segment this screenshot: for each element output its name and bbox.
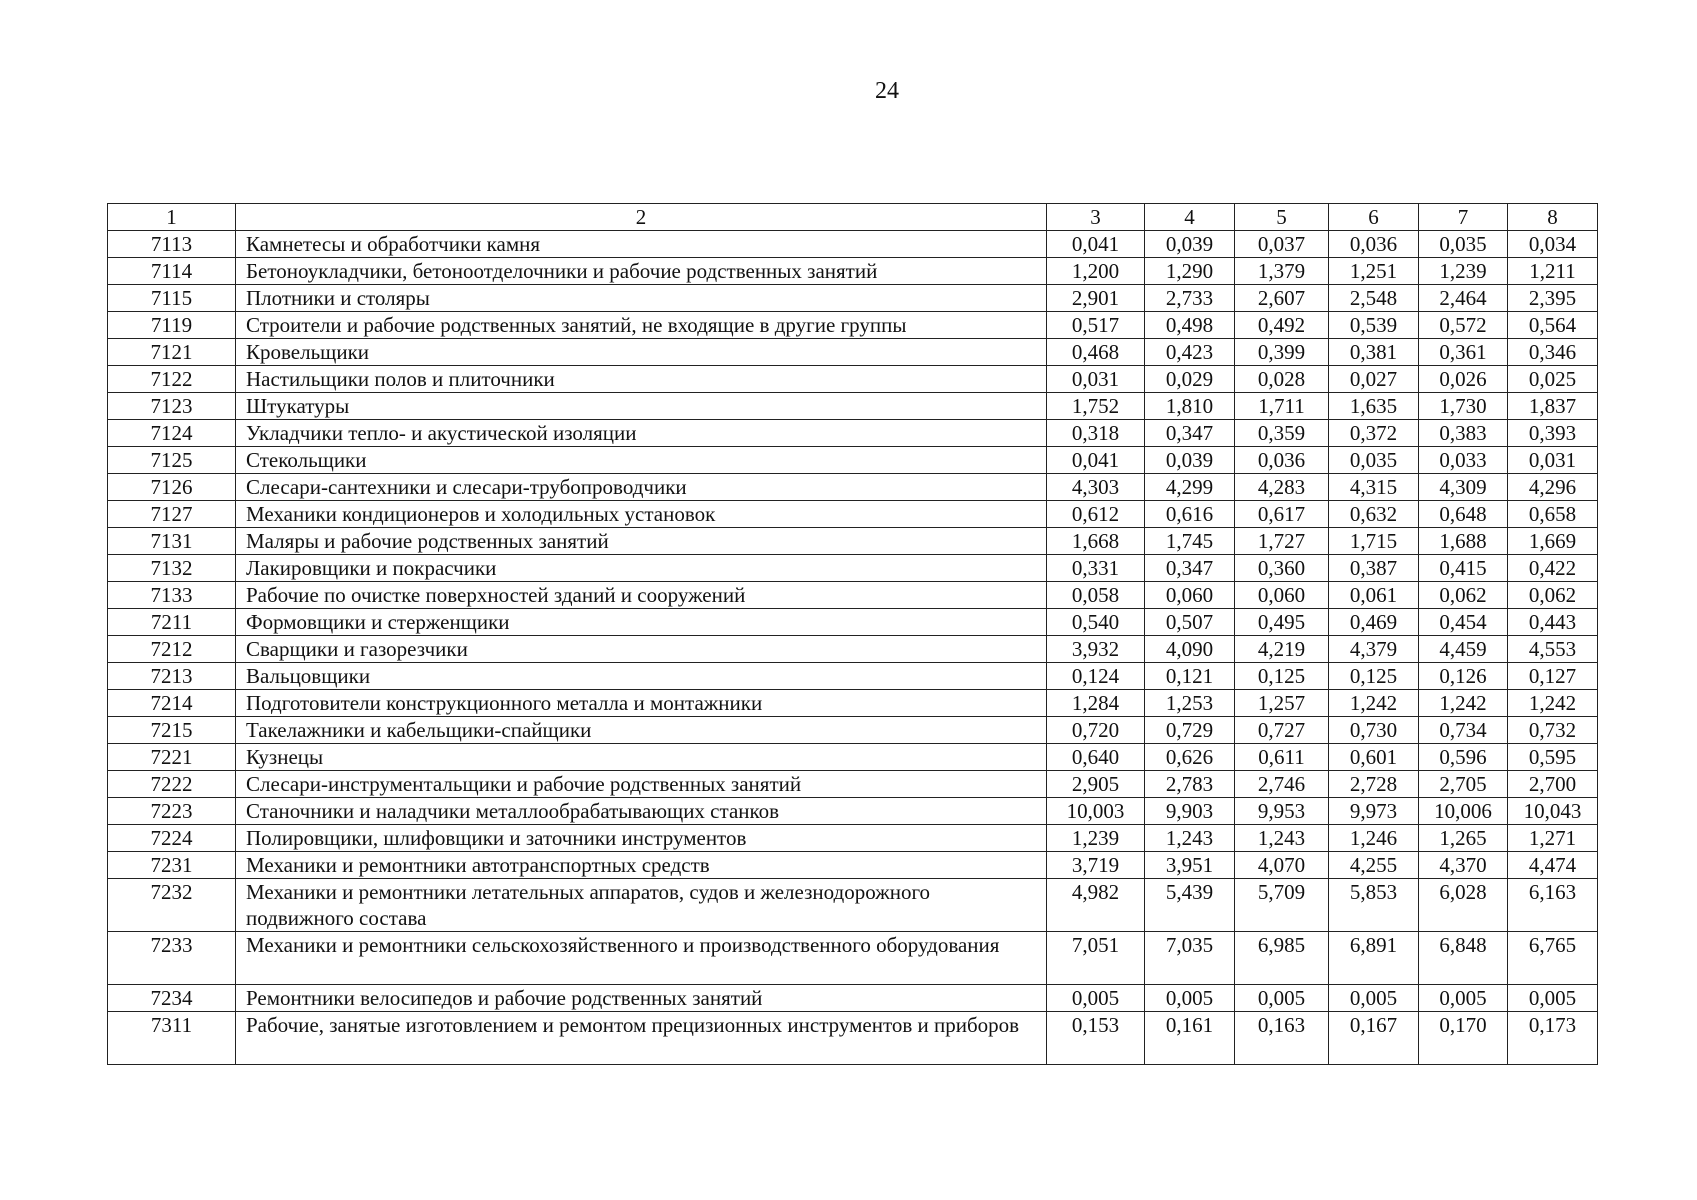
value-cell: 1,810 bbox=[1145, 393, 1235, 420]
table-row bbox=[108, 420, 1598, 447]
value-cell: 10,003 bbox=[1047, 798, 1145, 825]
occupation-name: Механики и ремонтники автотранспортных средств bbox=[236, 852, 1047, 879]
value-cell: 0,035 bbox=[1329, 447, 1419, 474]
value-cell: 0,005 bbox=[1047, 985, 1145, 1012]
column-header: 2 bbox=[236, 204, 1047, 231]
table-row bbox=[108, 285, 1598, 312]
value-cell: 0,616 bbox=[1145, 501, 1235, 528]
value-cell: 6,891 bbox=[1329, 932, 1419, 985]
value-cell: 0,387 bbox=[1329, 555, 1419, 582]
occupation-code: 7224 bbox=[108, 825, 236, 852]
value-cell: 1,257 bbox=[1235, 690, 1329, 717]
value-cell: 1,242 bbox=[1508, 690, 1598, 717]
value-cell: 1,635 bbox=[1329, 393, 1419, 420]
value-cell: 4,459 bbox=[1419, 636, 1508, 663]
column-header: 4 bbox=[1145, 204, 1235, 231]
table-row bbox=[108, 852, 1598, 879]
table-row bbox=[108, 474, 1598, 501]
value-cell: 0,125 bbox=[1235, 663, 1329, 690]
value-cell: 9,903 bbox=[1145, 798, 1235, 825]
occupation-code: 7114 bbox=[108, 258, 236, 285]
column-header: 1 bbox=[108, 204, 236, 231]
value-cell: 1,284 bbox=[1047, 690, 1145, 717]
page-number: 24 bbox=[875, 78, 899, 104]
value-cell: 0,005 bbox=[1235, 985, 1329, 1012]
value-cell: 0,121 bbox=[1145, 663, 1235, 690]
value-cell: 2,700 bbox=[1508, 771, 1598, 798]
value-cell: 0,346 bbox=[1508, 339, 1598, 366]
value-cell: 4,090 bbox=[1145, 636, 1235, 663]
occupation-name: Такелажники и кабельщики-спайщики bbox=[236, 717, 1047, 744]
value-cell: 0,005 bbox=[1329, 985, 1419, 1012]
value-cell: 2,705 bbox=[1419, 771, 1508, 798]
value-cell: 0,163 bbox=[1235, 1012, 1329, 1065]
value-cell: 2,905 bbox=[1047, 771, 1145, 798]
value-cell: 0,360 bbox=[1235, 555, 1329, 582]
value-cell: 4,296 bbox=[1508, 474, 1598, 501]
value-cell: 0,005 bbox=[1419, 985, 1508, 1012]
table-row bbox=[108, 798, 1598, 825]
value-cell: 0,026 bbox=[1419, 366, 1508, 393]
value-cell: 0,036 bbox=[1329, 231, 1419, 258]
occupation-name: Кровельщики bbox=[236, 339, 1047, 366]
value-cell: 0,125 bbox=[1329, 663, 1419, 690]
value-cell: 2,901 bbox=[1047, 285, 1145, 312]
occupation-name: Плотники и столяры bbox=[236, 285, 1047, 312]
occupation-code: 7211 bbox=[108, 609, 236, 636]
occupation-code: 7123 bbox=[108, 393, 236, 420]
value-cell: 2,783 bbox=[1145, 771, 1235, 798]
occupation-code: 7122 bbox=[108, 366, 236, 393]
occupation-code: 7213 bbox=[108, 663, 236, 690]
value-cell: 5,709 bbox=[1235, 879, 1329, 932]
value-cell: 0,372 bbox=[1329, 420, 1419, 447]
value-cell: 0,415 bbox=[1419, 555, 1508, 582]
occupation-code: 7222 bbox=[108, 771, 236, 798]
value-cell: 0,034 bbox=[1508, 231, 1598, 258]
value-cell: 0,596 bbox=[1419, 744, 1508, 771]
occupation-code: 7124 bbox=[108, 420, 236, 447]
table-row bbox=[108, 366, 1598, 393]
occupation-code: 7119 bbox=[108, 312, 236, 339]
value-cell: 0,720 bbox=[1047, 717, 1145, 744]
value-cell: 4,303 bbox=[1047, 474, 1145, 501]
table-row bbox=[108, 231, 1598, 258]
value-cell: 0,730 bbox=[1329, 717, 1419, 744]
value-cell: 0,498 bbox=[1145, 312, 1235, 339]
occupation-code: 7133 bbox=[108, 582, 236, 609]
value-cell: 0,658 bbox=[1508, 501, 1598, 528]
value-cell: 5,439 bbox=[1145, 879, 1235, 932]
value-cell: 1,290 bbox=[1145, 258, 1235, 285]
value-cell: 4,982 bbox=[1047, 879, 1145, 932]
value-cell: 1,239 bbox=[1047, 825, 1145, 852]
value-cell: 1,200 bbox=[1047, 258, 1145, 285]
occupation-code: 7115 bbox=[108, 285, 236, 312]
value-cell: 0,507 bbox=[1145, 609, 1235, 636]
value-cell: 2,746 bbox=[1235, 771, 1329, 798]
value-cell: 0,027 bbox=[1329, 366, 1419, 393]
value-cell: 4,299 bbox=[1145, 474, 1235, 501]
occupation-name: Вальцовщики bbox=[236, 663, 1047, 690]
value-cell: 1,730 bbox=[1419, 393, 1508, 420]
table-row bbox=[108, 932, 1598, 985]
value-cell: 0,061 bbox=[1329, 582, 1419, 609]
occupation-name: Укладчики тепло- и акустической изоляции bbox=[236, 420, 1047, 447]
value-cell: 0,495 bbox=[1235, 609, 1329, 636]
value-cell: 4,255 bbox=[1329, 852, 1419, 879]
value-cell: 0,617 bbox=[1235, 501, 1329, 528]
value-cell: 0,331 bbox=[1047, 555, 1145, 582]
value-cell: 0,167 bbox=[1329, 1012, 1419, 1065]
value-cell: 0,734 bbox=[1419, 717, 1508, 744]
occupation-code: 7223 bbox=[108, 798, 236, 825]
table-row bbox=[108, 636, 1598, 663]
value-cell: 0,127 bbox=[1508, 663, 1598, 690]
value-cell: 6,163 bbox=[1508, 879, 1598, 932]
table-row bbox=[108, 393, 1598, 420]
value-cell: 0,729 bbox=[1145, 717, 1235, 744]
value-cell: 0,517 bbox=[1047, 312, 1145, 339]
occupation-name: Формовщики и стерженщики bbox=[236, 609, 1047, 636]
value-cell: 0,381 bbox=[1329, 339, 1419, 366]
value-cell: 5,853 bbox=[1329, 879, 1419, 932]
value-cell: 9,953 bbox=[1235, 798, 1329, 825]
table-header-row bbox=[108, 204, 1598, 231]
occupation-code: 7232 bbox=[108, 879, 236, 932]
table-row bbox=[108, 555, 1598, 582]
value-cell: 0,062 bbox=[1419, 582, 1508, 609]
table-row bbox=[108, 879, 1598, 932]
occupation-code: 7214 bbox=[108, 690, 236, 717]
occupation-name: Лакировщики и покрасчики bbox=[236, 555, 1047, 582]
value-cell: 2,728 bbox=[1329, 771, 1419, 798]
occupation-code: 7113 bbox=[108, 231, 236, 258]
value-cell: 10,043 bbox=[1508, 798, 1598, 825]
occupation-name: Слесари-сантехники и слесари-трубопроводчики bbox=[236, 474, 1047, 501]
value-cell: 9,973 bbox=[1329, 798, 1419, 825]
value-cell: 0,383 bbox=[1419, 420, 1508, 447]
value-cell: 0,318 bbox=[1047, 420, 1145, 447]
occupation-table bbox=[107, 203, 1598, 1065]
occupation-name: Строители и рабочие родственных занятий, не входящие в другие группы bbox=[236, 312, 1047, 339]
value-cell: 0,572 bbox=[1419, 312, 1508, 339]
value-cell: 4,219 bbox=[1235, 636, 1329, 663]
table-row bbox=[108, 339, 1598, 366]
value-cell: 0,454 bbox=[1419, 609, 1508, 636]
value-cell: 0,041 bbox=[1047, 447, 1145, 474]
column-header: 5 bbox=[1235, 204, 1329, 231]
value-cell: 0,036 bbox=[1235, 447, 1329, 474]
value-cell: 0,632 bbox=[1329, 501, 1419, 528]
occupation-code: 7234 bbox=[108, 985, 236, 1012]
value-cell: 0,423 bbox=[1145, 339, 1235, 366]
table-row bbox=[108, 690, 1598, 717]
occupation-code: 7215 bbox=[108, 717, 236, 744]
table-row bbox=[108, 312, 1598, 339]
occupation-name: Рабочие, занятые изготовлением и ремонтом прецизионных инструментов и приборов bbox=[236, 1012, 1047, 1065]
occupation-name: Механики и ремонтники летательных аппаратов, судов и железнодорожного подвижного состава bbox=[236, 879, 1047, 932]
occupation-name: Кузнецы bbox=[236, 744, 1047, 771]
value-cell: 2,607 bbox=[1235, 285, 1329, 312]
value-cell: 1,243 bbox=[1235, 825, 1329, 852]
occupation-name: Штукатуры bbox=[236, 393, 1047, 420]
value-cell: 0,170 bbox=[1419, 1012, 1508, 1065]
table-row bbox=[108, 1012, 1598, 1065]
value-cell: 0,124 bbox=[1047, 663, 1145, 690]
occupation-name: Камнетесы и обработчики камня bbox=[236, 231, 1047, 258]
occupation-name: Слесари-инструментальщики и рабочие родственных занятий bbox=[236, 771, 1047, 798]
value-cell: 1,745 bbox=[1145, 528, 1235, 555]
value-cell: 0,601 bbox=[1329, 744, 1419, 771]
value-cell: 0,468 bbox=[1047, 339, 1145, 366]
value-cell: 1,239 bbox=[1419, 258, 1508, 285]
occupation-name: Механики и ремонтники сельскохозяйственного и производственного оборудования bbox=[236, 932, 1047, 985]
value-cell: 0,595 bbox=[1508, 744, 1598, 771]
value-cell: 6,848 bbox=[1419, 932, 1508, 985]
occupation-code: 7311 bbox=[108, 1012, 236, 1065]
table-row bbox=[108, 501, 1598, 528]
value-cell: 0,564 bbox=[1508, 312, 1598, 339]
value-cell: 2,464 bbox=[1419, 285, 1508, 312]
value-cell: 3,719 bbox=[1047, 852, 1145, 879]
value-cell: 4,474 bbox=[1508, 852, 1598, 879]
value-cell: 0,540 bbox=[1047, 609, 1145, 636]
value-cell: 0,732 bbox=[1508, 717, 1598, 744]
table-row bbox=[108, 447, 1598, 474]
occupation-name: Подготовители конструкционного металла и монтажники bbox=[236, 690, 1047, 717]
value-cell: 0,060 bbox=[1235, 582, 1329, 609]
value-cell: 0,359 bbox=[1235, 420, 1329, 447]
occupation-code: 7212 bbox=[108, 636, 236, 663]
value-cell: 0,033 bbox=[1419, 447, 1508, 474]
value-cell: 1,688 bbox=[1419, 528, 1508, 555]
value-cell: 0,041 bbox=[1047, 231, 1145, 258]
value-cell: 1,837 bbox=[1508, 393, 1598, 420]
value-cell: 6,765 bbox=[1508, 932, 1598, 985]
value-cell: 0,347 bbox=[1145, 420, 1235, 447]
value-cell: 0,062 bbox=[1508, 582, 1598, 609]
value-cell: 3,932 bbox=[1047, 636, 1145, 663]
table-row bbox=[108, 744, 1598, 771]
value-cell: 0,347 bbox=[1145, 555, 1235, 582]
value-cell: 2,395 bbox=[1508, 285, 1598, 312]
value-cell: 1,711 bbox=[1235, 393, 1329, 420]
value-cell: 1,752 bbox=[1047, 393, 1145, 420]
value-cell: 4,283 bbox=[1235, 474, 1329, 501]
occupation-code: 7221 bbox=[108, 744, 236, 771]
value-cell: 6,028 bbox=[1419, 879, 1508, 932]
column-header: 7 bbox=[1419, 204, 1508, 231]
value-cell: 0,727 bbox=[1235, 717, 1329, 744]
value-cell: 0,058 bbox=[1047, 582, 1145, 609]
value-cell: 0,161 bbox=[1145, 1012, 1235, 1065]
table-row bbox=[108, 528, 1598, 555]
value-cell: 1,715 bbox=[1329, 528, 1419, 555]
value-cell: 3,951 bbox=[1145, 852, 1235, 879]
value-cell: 0,648 bbox=[1419, 501, 1508, 528]
value-cell: 0,361 bbox=[1419, 339, 1508, 366]
occupation-name: Полировщики, шлифовщики и заточники инструментов bbox=[236, 825, 1047, 852]
occupation-code: 7125 bbox=[108, 447, 236, 474]
value-cell: 0,060 bbox=[1145, 582, 1235, 609]
value-cell: 4,070 bbox=[1235, 852, 1329, 879]
table-row bbox=[108, 717, 1598, 744]
value-cell: 1,668 bbox=[1047, 528, 1145, 555]
occupation-name: Сварщики и газорезчики bbox=[236, 636, 1047, 663]
value-cell: 4,309 bbox=[1419, 474, 1508, 501]
table-row bbox=[108, 663, 1598, 690]
occupation-name: Бетоноукладчики, бетоноотделочники и рабочие родственных занятий bbox=[236, 258, 1047, 285]
value-cell: 0,626 bbox=[1145, 744, 1235, 771]
value-cell: 0,399 bbox=[1235, 339, 1329, 366]
table-row bbox=[108, 771, 1598, 798]
occupation-code: 7127 bbox=[108, 501, 236, 528]
value-cell: 10,006 bbox=[1419, 798, 1508, 825]
value-cell: 1,379 bbox=[1235, 258, 1329, 285]
table-row bbox=[108, 985, 1598, 1012]
column-header: 3 bbox=[1047, 204, 1145, 231]
value-cell: 0,422 bbox=[1508, 555, 1598, 582]
value-cell: 0,443 bbox=[1508, 609, 1598, 636]
occupation-code: 7132 bbox=[108, 555, 236, 582]
value-cell: 0,037 bbox=[1235, 231, 1329, 258]
value-cell: 0,039 bbox=[1145, 231, 1235, 258]
value-cell: 1,253 bbox=[1145, 690, 1235, 717]
occupation-name: Ремонтники велосипедов и рабочие родственных занятий bbox=[236, 985, 1047, 1012]
occupation-code: 7131 bbox=[108, 528, 236, 555]
value-cell: 0,031 bbox=[1508, 447, 1598, 474]
occupation-code: 7231 bbox=[108, 852, 236, 879]
table-row bbox=[108, 825, 1598, 852]
value-cell: 1,246 bbox=[1329, 825, 1419, 852]
table-row bbox=[108, 582, 1598, 609]
occupation-name: Стекольщики bbox=[236, 447, 1047, 474]
value-cell: 4,553 bbox=[1508, 636, 1598, 663]
value-cell: 0,539 bbox=[1329, 312, 1419, 339]
value-cell: 0,612 bbox=[1047, 501, 1145, 528]
value-cell: 0,025 bbox=[1508, 366, 1598, 393]
value-cell: 1,265 bbox=[1419, 825, 1508, 852]
value-cell: 1,251 bbox=[1329, 258, 1419, 285]
occupation-name: Маляры и рабочие родственных занятий bbox=[236, 528, 1047, 555]
value-cell: 0,492 bbox=[1235, 312, 1329, 339]
value-cell: 1,243 bbox=[1145, 825, 1235, 852]
value-cell: 6,985 bbox=[1235, 932, 1329, 985]
occupation-name: Станочники и наладчики металлообрабатывающих станков bbox=[236, 798, 1047, 825]
value-cell: 1,242 bbox=[1329, 690, 1419, 717]
value-cell: 0,028 bbox=[1235, 366, 1329, 393]
table-row bbox=[108, 258, 1598, 285]
value-cell: 2,548 bbox=[1329, 285, 1419, 312]
occupation-name: Рабочие по очистке поверхностей зданий и сооружений bbox=[236, 582, 1047, 609]
value-cell: 1,669 bbox=[1508, 528, 1598, 555]
value-cell: 1,727 bbox=[1235, 528, 1329, 555]
value-cell: 0,029 bbox=[1145, 366, 1235, 393]
value-cell: 4,315 bbox=[1329, 474, 1419, 501]
value-cell: 1,271 bbox=[1508, 825, 1598, 852]
value-cell: 0,153 bbox=[1047, 1012, 1145, 1065]
table-row bbox=[108, 609, 1598, 636]
value-cell: 0,640 bbox=[1047, 744, 1145, 771]
value-cell: 7,051 bbox=[1047, 932, 1145, 985]
occupation-name: Механики кондиционеров и холодильных установок bbox=[236, 501, 1047, 528]
value-cell: 0,039 bbox=[1145, 447, 1235, 474]
value-cell: 2,733 bbox=[1145, 285, 1235, 312]
value-cell: 0,393 bbox=[1508, 420, 1598, 447]
value-cell: 1,242 bbox=[1419, 690, 1508, 717]
column-header: 8 bbox=[1508, 204, 1598, 231]
occupation-code: 7126 bbox=[108, 474, 236, 501]
value-cell: 4,370 bbox=[1419, 852, 1508, 879]
value-cell: 1,211 bbox=[1508, 258, 1598, 285]
occupation-code: 7121 bbox=[108, 339, 236, 366]
value-cell: 0,005 bbox=[1145, 985, 1235, 1012]
value-cell: 0,469 bbox=[1329, 609, 1419, 636]
value-cell: 0,126 bbox=[1419, 663, 1508, 690]
value-cell: 0,173 bbox=[1508, 1012, 1598, 1065]
value-cell: 0,035 bbox=[1419, 231, 1508, 258]
value-cell: 4,379 bbox=[1329, 636, 1419, 663]
value-cell: 0,611 bbox=[1235, 744, 1329, 771]
value-cell: 0,031 bbox=[1047, 366, 1145, 393]
value-cell: 0,005 bbox=[1508, 985, 1598, 1012]
column-header: 6 bbox=[1329, 204, 1419, 231]
occupation-name: Настильщики полов и плиточники bbox=[236, 366, 1047, 393]
value-cell: 7,035 bbox=[1145, 932, 1235, 985]
occupation-code: 7233 bbox=[108, 932, 236, 985]
